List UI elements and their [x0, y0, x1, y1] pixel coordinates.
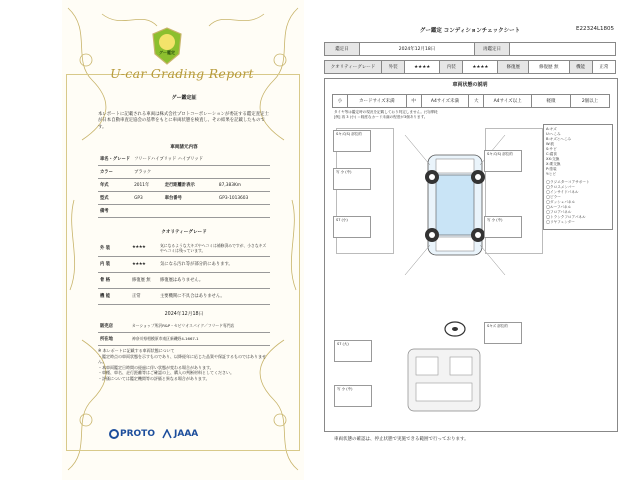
size-large: 大 — [469, 95, 484, 108]
legend-item: U:へこみ — [546, 132, 561, 136]
ext-key: 外装 — [382, 61, 405, 74]
legend-item: B:キズとへこみ — [546, 137, 572, 141]
legend-item: P:塗装 — [546, 167, 557, 171]
grade-frame-key: 骨 格 — [98, 272, 130, 288]
size-mid-desc: A4サイズ未満 — [421, 95, 469, 108]
appraisal-date: 2024年12月18日 — [164, 312, 204, 317]
grade-interior-text: 気になる汚れ等が部分的にあります。 — [158, 256, 270, 272]
year-key: 年式 — [98, 179, 132, 192]
ext-value: ★★★★ — [405, 61, 440, 74]
damage-tag: S7 (大) — [334, 340, 372, 362]
color-value: ブラック — [132, 166, 270, 179]
model-key: 型式 — [98, 192, 132, 205]
legend-item: C:腐食 — [546, 152, 557, 156]
grade-section-title: クオリティーグレード — [161, 230, 207, 235]
car-interior-diagram — [398, 345, 490, 415]
dealer-value: カーショップ所沢R&P・セビリオスパイク／フリード専門店 — [130, 320, 270, 333]
badge-text: グー鑑定 — [159, 50, 175, 55]
grade-exterior-stars: ★★★★ — [130, 240, 158, 256]
jaaa-logo: JAAA — [174, 429, 199, 439]
address-value: 神奈川県相模原市南区新磯野4-1667-1 — [130, 333, 270, 346]
proto-logo: PROTO — [120, 429, 155, 439]
proto-logo-icon — [109, 429, 119, 439]
legend-item: W:波 — [546, 142, 555, 146]
check-item: ◯フロアパネル — [546, 210, 572, 214]
damage-tag: Sキズ(S) 部位的 — [484, 150, 522, 172]
sheet-footer: 車両状態の確認は、停止状態で実施できる範囲で行っております。 — [334, 437, 469, 442]
grade-frame-text: 修復歴はありません。 — [158, 272, 270, 288]
qg-key: クオリティーグレード — [325, 61, 382, 74]
date-key: 鑑定日 — [325, 43, 360, 56]
quality-grade-table — [324, 60, 616, 74]
dealer-key: 販売店 — [98, 320, 130, 333]
vehicle-name-key: 車名・グレード — [98, 153, 132, 166]
legend-item: A:キズ — [546, 127, 557, 131]
note-item: ・鑑定時点の車両状態を示すものであり、以降経年に応じた品質や保証するものではありません。 — [98, 353, 266, 365]
note-item: ・車種、車名、走行距離等はご確認の上、購入の判断材料としてください。 — [98, 370, 234, 376]
desc-line-2: [例] 再 3 (小) ＝軽度なカード未満の程度が3個あります。 — [334, 115, 428, 119]
appraisal-date-table — [324, 42, 616, 56]
check-item: ◯ルーフパネル — [546, 205, 572, 209]
func-key: 機能 — [569, 61, 592, 74]
int-key: 内装 — [440, 61, 463, 74]
size-small: 小 — [333, 95, 348, 108]
chassis-key: 車台番号 — [163, 192, 217, 205]
vehicle-section-title: 車両諸元内容 — [170, 145, 198, 150]
certificate-name: グー鑑定証 — [171, 95, 197, 101]
vehicle-name: フリードハイブリッド ハイブリッド — [132, 153, 270, 166]
check-item: ◯ラジエターコアサポート — [546, 180, 590, 184]
mileage-key: 走行距離計表示 — [163, 179, 217, 192]
damage-tag: 写 小 (中) — [484, 216, 522, 238]
grade-frame-value: 修復歴 無 — [130, 272, 158, 288]
check-item: ◯トランクフロアパネル — [546, 215, 586, 219]
int-value: ★★★★ — [463, 61, 498, 74]
grade-function-text: 主要機関に不具合はありません。 — [158, 288, 270, 304]
model-value: GP3 — [132, 192, 163, 205]
grade-function-value: 正常 — [130, 288, 158, 304]
sheet-title: グー鑑定 コンディションチェックシート — [419, 28, 521, 34]
size-legend-table — [332, 94, 610, 108]
goo-badge-icon — [150, 26, 184, 66]
notes-title: ※ 本レポートに記載する車両状態について — [98, 348, 175, 353]
grade-function-key: 機 能 — [98, 288, 130, 304]
year-value: 2011年 — [132, 179, 163, 192]
color-key: カラー — [98, 166, 132, 179]
size-mid: 中 — [406, 95, 421, 108]
chassis-value: GP3-1013603 — [217, 192, 270, 205]
deg-light: 軽微 — [532, 95, 571, 108]
notes-block — [98, 348, 270, 382]
vehicle-table — [98, 153, 270, 218]
rep-value: 修復歴 無 — [529, 61, 569, 74]
grade-interior-key: 内 装 — [98, 256, 130, 272]
legend-item: S:サビ — [546, 147, 557, 151]
note-item: ・本車両鑑定日時間の経過に伴い状態が変わる場合があります。 — [98, 364, 214, 370]
rep-key: 修復歴 — [498, 61, 529, 74]
check-item: ◯インサイドパネル — [546, 190, 579, 194]
mileage-value: 87,383Km — [217, 179, 270, 192]
damage-tag: Sキズ(S) 部位的 — [333, 130, 371, 152]
legend-item: Y:ヒビ — [546, 172, 557, 176]
check-item: ◯リヤフェンダー — [546, 220, 575, 224]
state-title: 車両状態の説明 — [452, 82, 488, 88]
dealer-table — [98, 320, 270, 346]
check-item: ◯ダッシュパネル — [546, 200, 576, 204]
legend-item: XX:交換 — [546, 157, 560, 161]
check-item: ◯クロスメンバー — [546, 185, 575, 189]
report-script-title: U-car Grading Report — [110, 66, 254, 81]
grade-table — [98, 240, 270, 305]
remarks-key: 備考 — [98, 205, 132, 218]
date-value: 2024年12月18日 — [360, 43, 475, 56]
damage-tag: 写 小 (中) — [333, 168, 371, 190]
sheet-number: E22324L1805 — [576, 26, 615, 32]
size-small-desc: カードサイズ未満 — [348, 95, 407, 108]
re-date-key: 再鑑定日 — [475, 43, 510, 56]
re-date-value — [510, 43, 616, 56]
check-item: ◯ピラー — [546, 195, 561, 199]
jaaa-logo-icon — [162, 429, 172, 439]
deg-multi: 2個以上 — [571, 95, 610, 108]
checklist — [546, 180, 590, 225]
certificate-intro: 本レポートに記載される車両は株式会社プロトコーポレーションが委託する鑑定査定士が日本自動車査定協会の基準をもとに車両状態を検査し、その結果を記載したものです。 — [98, 112, 269, 130]
address-key: 所在地 — [98, 333, 130, 346]
grade-interior-stars: ★★★★ — [130, 256, 158, 272]
note-item: ・評価については鑑定機関等の評価と異なる場合があります。 — [98, 375, 210, 381]
grade-exterior-key: 外 装 — [98, 240, 130, 256]
size-large-desc: A4サイズ以上 — [484, 95, 532, 108]
legend-list — [546, 127, 571, 177]
damage-tag: S7 (小) — [333, 216, 371, 238]
damage-tag: Sキズ 部位的 — [484, 322, 522, 344]
grade-exterior-text: 気になるような大キズやヘコミは補修済みですが、小さなキズやヘコミは残っています。 — [158, 240, 270, 256]
steering-wheel-icon — [443, 320, 467, 338]
damage-tag: 写 小 (中) — [334, 385, 372, 407]
legend-item: X:要交換 — [546, 162, 561, 166]
desc-line-1: タイヤ等は鑑定時の現況を記載しており判定しません。(引)摩耗 — [334, 110, 438, 114]
func-value: 正常 — [592, 61, 615, 74]
